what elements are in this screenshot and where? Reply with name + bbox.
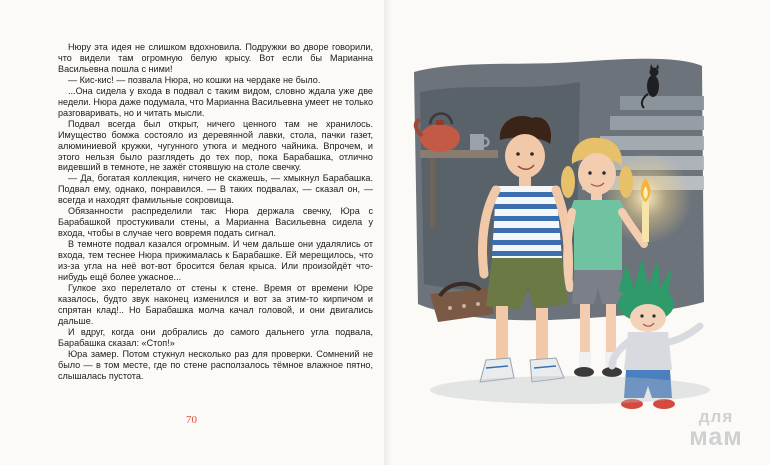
paragraph: И вдруг, когда они добрались до самого дальнего угла подвала, Барабашка сказал: «Стоп!»: [58, 326, 373, 348]
candle-icon: [641, 178, 651, 242]
paragraph: Обязанности распределили так: Нюра держала свечку, Юра с Барабашкой простукивали стены, а Марианна Васильевна сидела у входа, чтобы в случае чего вовремя подать сигнал.: [58, 206, 373, 239]
paragraph: Гулкое эхо перелетало от стены к стене. Время от времени Юре казалось, будто звук наконец изменился и вот за этим-то кирпичом и спрятан клад!.. Но Барабашка молча качал головой, и они двигались дальше.: [58, 282, 373, 326]
paragraph: — Да, богатая коллекция, ничего не скажешь, — хмыкнул Барабашка. Подвал ему, однако, понравился. — В таких подвалах, — сказал он, — всегда и находят фамильные сокровища.: [58, 173, 373, 206]
paragraph: — Кис-кис! — позвала Нюра, но кошки на чердаке не было.: [68, 74, 321, 85]
paragraph: Подвал всегда был открыт, ничего ценного там не хранилось. Имущество бомжа состояло из деревянной лавки, стола, пачки газет, алюминиевой кружки, чугунного утюга и медного чайника. Впрочем, и этого нельзя было разглядеть до тех пор, пока Барабашка, отлично видевший в темноте, не зажёг стоявшую на столе свечку.: [58, 118, 373, 173]
paragraph: Нюру эта идея не слишком вдохновила. Подружки во дворе говорили, что видели там огромную белую крысу. Вот если бы Марианна Васильевна пошла с ними!: [58, 42, 373, 74]
paragraph: ...Она сидела у входа в подвал с таким видом, словно ждала уже две недели. Нюра даже подумала, что Марианна Васильевна умеет не только разговаривать, но и читать мысли.: [58, 85, 373, 118]
floor-shadow: [430, 376, 710, 404]
paragraph: В темноте подвал казался огромным. И чем дальше они удалялись от входа, тем теснее Нюра прижималась к Барабашке. Ей мерещилось, что из-за угла на неё вот-вот бросится белая крыса. Или произойдёт что-нибудь ещё более ужасное...: [58, 239, 373, 283]
book-gutter: [384, 0, 392, 465]
watermark: [676, 408, 756, 449]
basement-illustration: [400, 52, 715, 422]
page-number: 70: [186, 414, 197, 426]
left-page-text: [58, 42, 373, 382]
shelf: [420, 150, 498, 158]
watermark-line-1: для: [698, 407, 734, 426]
watermark-line-2: мам: [689, 423, 743, 451]
paragraph: Юра замер. Потом стукнул несколько раз для проверки. Сомнений не было — в том месте, где по стене расползалось тёмное влажное пятно, слышалась пустота.: [58, 348, 373, 381]
